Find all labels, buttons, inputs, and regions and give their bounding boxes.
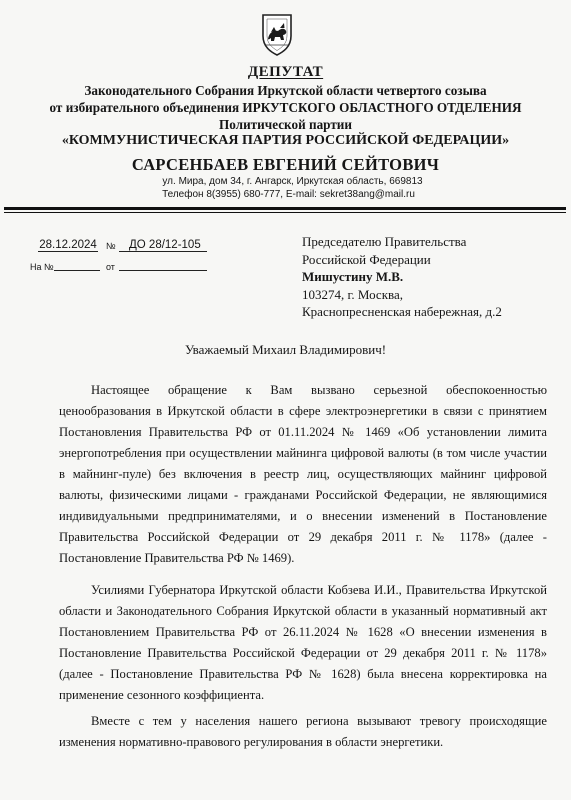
- header-contacts: Телефон 8(3955) 680-777, E-mail: sekret38ang@mail.ru: [162, 189, 415, 200]
- addressee-line-4: Краснопресненская набережная, д.2: [302, 304, 502, 319]
- greeting: Уважаемый Михаил Владимирович!: [184, 342, 387, 357]
- addressee-name: Мишустину М.В.: [302, 269, 404, 284]
- header-line-1: Законодательного Собрания Иркутской области четвертого созыва: [84, 83, 487, 98]
- reference-number-label: На №: [30, 262, 54, 272]
- body-paragraph-1-text: Настоящее обращение к Вам вызвано серьезной обеспокоенностью ценообразования в Иркутской области в сфере электроэнергетики в связи с принятием Постановления Правительства РФ от 01.11.2024 № 1469 «Об установлении лимита энергопотребления при осуществлении майнинга цифровой валюты (в том числе участии в майнинг-пуле) без включения в реестр лиц, осуществляющих майнинг цифровой валюты, физическими лицами - гражданами Российской Федерации, не являющимися индивидуальными предпринимателями, и о внесении изменений в Постановление Правительства Российской Федерации от 29 декабря 2011 г. № 1178» (далее - Постановление Правительства РФ № 1469).: [59, 383, 547, 565]
- addressee-line-3: 103274, г. Москва,: [302, 286, 403, 302]
- header-address: ул. Мира, дом 34, г. Ангарск, Иркутская область, 669813: [162, 176, 423, 187]
- body-paragraph-2: [59, 580, 547, 706]
- header-title: ДЕПУТАТ: [247, 64, 324, 80]
- addressee-line-2: Российской Федерации: [302, 251, 431, 267]
- header-divider-thin: [4, 212, 566, 213]
- reference-date-label: от: [106, 262, 115, 272]
- reference-number-blank: [54, 270, 100, 271]
- header-line-3: Политической партии: [219, 117, 352, 132]
- body-paragraph-3: [59, 711, 547, 753]
- addressee-block: [302, 233, 502, 321]
- header-divider-thick: [4, 207, 566, 210]
- body-paragraph-3-text: Вместе с тем у населения нашего региона вызывают тревогу происходящие изменения нормативно-правового регулирования в области энергетики.: [59, 714, 547, 749]
- body-paragraph-1: [59, 380, 547, 569]
- registration-date: 28.12.2024: [39, 239, 97, 251]
- deputy-name: САРСЕНБАЕВ ЕВГЕНИЙ СЕЙТОВИЧ: [131, 155, 440, 174]
- registration-number: ДО 28/12-105: [119, 239, 207, 252]
- irkutsk-coat-of-arms-icon: [260, 12, 294, 56]
- header-line-2: от избирательного объединения ИРКУТСКОГО ОБЛАСТНОГО ОТДЕЛЕНИЯ: [49, 100, 522, 115]
- body-paragraph-2-text: Усилиями Губернатора Иркутской области Кобзева И.И., Правительства Иркутской области и Законодательного Собрания Иркутской области в указанный нормативный акт Постановлением Правительства РФ от 26.11.2024 № 1628 «О внесении изменения в Постановление Правительства Российской Федерации от 29 декабря 2011 г. № 1178» (далее - Постановление Правительства РФ № 1628) была внесена корректировка на применение сезонного коэффициента.: [59, 583, 547, 702]
- registration-number-label: №: [106, 241, 116, 251]
- header-line-4: «КОММУНИСТИЧЕСКАЯ ПАРТИЯ РОССИЙСКОЙ ФЕДЕРАЦИИ»: [61, 133, 510, 148]
- addressee-line-1: Председателю Правительства: [302, 234, 467, 249]
- reference-date-blank: [119, 270, 207, 271]
